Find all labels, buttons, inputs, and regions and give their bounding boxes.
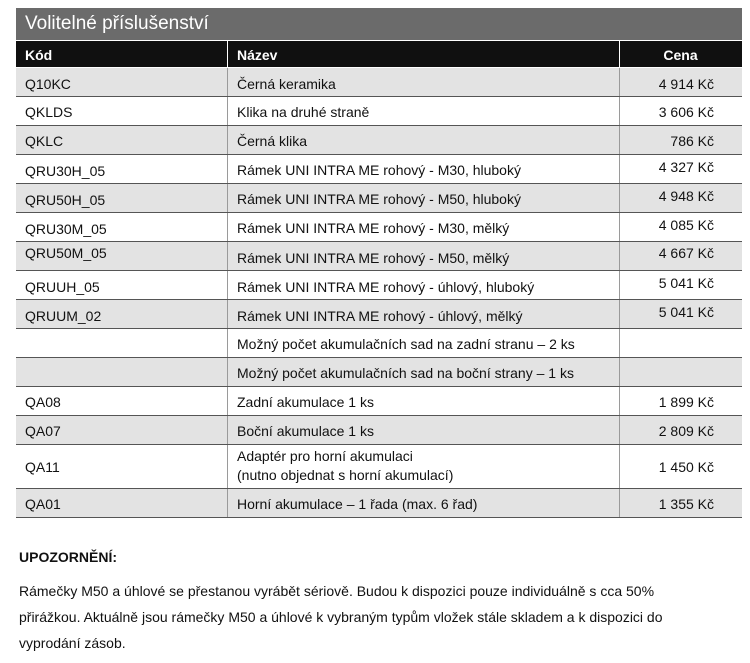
row-price: 1 355 Kč (658, 496, 714, 512)
row-price: 786 Kč (670, 133, 714, 149)
row-price: 4 085 Kč (658, 217, 714, 233)
row-code: Q10KC (25, 76, 71, 92)
table-header (16, 41, 742, 67)
warning-line: Rámečky M50 a úhlové se přestanou vyrábět sériově. Budou k dispozici pouze individuálně s cca 50% (19, 583, 655, 599)
header-divider (227, 41, 228, 67)
row-price: 2 809 Kč (658, 423, 714, 439)
row-code: QA11 (25, 459, 60, 475)
table-row (16, 329, 742, 358)
row-name: Možný počet akumulačních sad na zadní stranu – 2 ks (237, 336, 575, 352)
table-row (16, 97, 742, 126)
row-price: 4 327 Kč (658, 159, 714, 175)
row-name: Rámek UNI INTRA ME rohový - úhlový, hluboký (237, 279, 535, 295)
table-row (16, 489, 742, 518)
row-code: QRUUH_05 (25, 279, 100, 295)
row-name: Možný počet akumulačních sad na boční strany – 1 ks (237, 365, 574, 381)
table-row (16, 358, 742, 387)
accessories-table-body (16, 68, 742, 518)
table-row (16, 300, 742, 329)
row-price: 1 899 Kč (658, 394, 714, 410)
table-row (16, 155, 742, 184)
row-name: Černá keramika (237, 76, 336, 92)
row-price: 4 914 Kč (658, 76, 714, 92)
row-name: Rámek UNI INTRA ME rohový - úhlový, mělký (237, 308, 523, 324)
row-code: QRU30H_05 (25, 163, 106, 179)
table-row (16, 271, 742, 300)
row-code: QRUUM_02 (25, 308, 102, 324)
warning-text (19, 578, 741, 656)
table-row (16, 184, 742, 213)
table-row (16, 213, 742, 242)
table-row (16, 445, 742, 489)
row-code: QA01 (25, 496, 61, 512)
table-row (16, 242, 742, 271)
row-price: 5 041 Kč (658, 304, 714, 320)
table-row (16, 387, 742, 416)
row-price: 3 606 Kč (658, 104, 714, 120)
row-code: QRU30M_05 (25, 221, 107, 237)
row-price: 4 667 Kč (658, 245, 714, 261)
table-row (16, 416, 742, 445)
section-title: Volitelné příslušenství (16, 8, 742, 40)
row-name: Adaptér pro horní akumulaci (237, 448, 413, 464)
row-name: Rámek UNI INTRA ME rohový - M50, mělký (237, 250, 510, 266)
warning-title: UPOZORNĚNÍ: (19, 549, 117, 565)
row-price: 5 041 Kč (658, 275, 714, 291)
row-code: QA08 (25, 394, 61, 410)
row-name: Horní akumulace – 1 řada (max. 6 řad) (237, 496, 478, 512)
row-price: 1 450 Kč (658, 459, 714, 475)
row-price: 4 948 Kč (658, 188, 714, 204)
row-code: QRU50H_05 (25, 192, 106, 208)
row-name: Rámek UNI INTRA ME rohový - M30, mělký (237, 220, 510, 236)
header-code: Kód (25, 47, 53, 63)
warning-line: přirážkou. Aktuálně jsou rámečky M50 a úhlové k vybraným typům vložek stále skladem a k dispozici do (19, 609, 663, 625)
row-name-note: (nutno objednat s horní akumulací) (237, 467, 454, 483)
row-code: QRU50M_05 (25, 245, 107, 261)
row-code: QA07 (25, 423, 61, 439)
header-price: Cena (663, 47, 698, 63)
row-code: QKLDS (25, 104, 73, 120)
table-row (16, 68, 742, 97)
row-name: Rámek UNI INTRA ME rohový - M50, hluboký (237, 191, 521, 207)
table-row (16, 126, 742, 155)
row-name: Zadní akumulace 1 ks (237, 394, 374, 410)
header-name: Název (237, 47, 278, 63)
row-name: Boční akumulace 1 ks (237, 423, 374, 439)
row-name: Rámek UNI INTRA ME rohový - M30, hluboký (237, 162, 521, 178)
row-code: QKLC (25, 133, 64, 149)
row-name: Klika na druhé straně (237, 104, 370, 120)
row-name: Černá klika (237, 133, 308, 149)
warning-line: vyprodání zásob. (19, 635, 126, 651)
